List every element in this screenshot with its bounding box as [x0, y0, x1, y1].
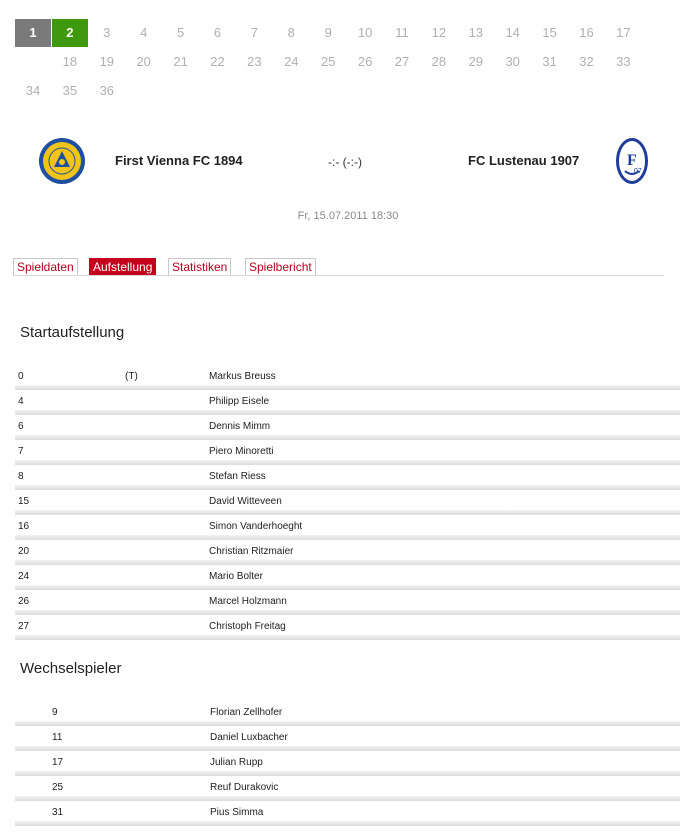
partial-logo-icon [60, 0, 76, 4]
player-number: 6 [18, 421, 24, 432]
match-score: -:- (-:-) [328, 155, 362, 169]
start-player-row [15, 415, 680, 440]
round-23-link[interactable]: 23 [247, 54, 262, 69]
player-name[interactable]: Philipp Eisele [209, 396, 270, 407]
round-35-link[interactable]: 35 [62, 83, 78, 98]
player-number: 8 [18, 471, 24, 482]
round-34-link[interactable]: 34 [25, 83, 41, 98]
round-20-link[interactable]: 20 [136, 54, 151, 69]
player-name[interactable]: Piero Minoretti [209, 446, 274, 457]
player-number: 17 [52, 757, 64, 768]
round-9-link[interactable]: 9 [324, 25, 332, 40]
svg-text:F: F [627, 152, 637, 169]
round-3-link[interactable]: 3 [103, 25, 111, 40]
round-5-link[interactable]: 5 [176, 25, 185, 40]
sub-player-row [15, 801, 680, 826]
round-14-link[interactable]: 14 [505, 25, 520, 40]
match-datetime: Fr, 15.07.2011 18:30 [297, 210, 399, 222]
tab-spieldaten[interactable]: Spieldaten [13, 258, 78, 276]
row-divider [15, 635, 680, 640]
start-player-row [15, 540, 680, 565]
player-number: 26 [18, 596, 30, 607]
player-number: 16 [18, 521, 30, 532]
match-header [0, 130, 696, 192]
round-16-link[interactable]: 16 [579, 25, 594, 40]
start-player-row [15, 590, 680, 615]
round-26-link[interactable]: 26 [357, 54, 373, 69]
first-vienna-crest-icon [38, 137, 86, 185]
player-number: 31 [52, 807, 64, 818]
player-number: 25 [52, 782, 64, 793]
player-role: (T) [125, 371, 138, 382]
player-name[interactable]: Simon Vanderhoeght [209, 521, 303, 532]
player-name[interactable]: Daniel Luxbacher [210, 732, 288, 743]
start-player-row [15, 365, 680, 390]
round-8-link[interactable]: 8 [287, 25, 295, 40]
row-divider [15, 821, 680, 826]
player-number: 27 [18, 621, 30, 632]
player-number: 7 [18, 446, 24, 457]
start-lineup-title: Startaufstellung [20, 324, 125, 341]
player-name[interactable]: Christoph Freitag [209, 621, 286, 632]
player-name[interactable]: Dennis Mimm [209, 421, 271, 432]
tab-divider [13, 275, 664, 276]
fc-lustenau-crest-icon [615, 137, 649, 185]
round-36-link[interactable]: 36 [99, 83, 115, 98]
round-31-link[interactable]: 31 [542, 54, 557, 69]
player-name[interactable]: Mario Bolter [209, 571, 263, 582]
subs-title: Wechselspieler [20, 660, 122, 677]
tab-spielbericht[interactable]: Spielbericht [245, 258, 316, 276]
player-number: 15 [18, 496, 30, 507]
sub-player-row [15, 776, 680, 801]
player-name[interactable]: Marcel Holzmann [209, 596, 287, 607]
player-name[interactable]: David Witteveen [209, 496, 282, 507]
player-name[interactable]: Markus Breuss [209, 371, 276, 382]
player-name[interactable]: Stefan Riess [209, 471, 266, 482]
player-name[interactable]: Pius Simma [210, 807, 264, 818]
player-number: 4 [18, 396, 24, 407]
round-7-link[interactable]: 7 [250, 25, 258, 40]
round-6-link[interactable]: 6 [213, 25, 222, 40]
start-player-row [15, 565, 680, 590]
tab-aufstellung[interactable]: Aufstellung [89, 258, 156, 276]
round-30-link[interactable]: 30 [505, 54, 520, 69]
home-team-name[interactable]: First Vienna FC 1894 [115, 153, 243, 168]
round-28-link[interactable]: 28 [431, 54, 447, 69]
sub-player-row [15, 751, 680, 776]
round-2-link[interactable]: 2 [52, 19, 88, 47]
round-27-link[interactable]: 27 [394, 54, 410, 69]
round-12-link[interactable]: 12 [431, 25, 447, 40]
player-name[interactable]: Julian Rupp [210, 757, 263, 768]
start-player-row [15, 515, 680, 540]
round-29-link[interactable]: 29 [468, 54, 484, 69]
round-1-link[interactable]: 1 [15, 19, 51, 47]
svg-text:07: 07 [634, 168, 642, 175]
round-33-link[interactable]: 33 [616, 54, 631, 69]
player-name[interactable]: Reuf Durakovic [210, 782, 279, 793]
start-player-row [15, 390, 680, 415]
round-11-link[interactable]: 11 [395, 25, 409, 40]
round-13-link[interactable]: 13 [468, 25, 484, 40]
start-player-row [15, 440, 680, 465]
round-17-link[interactable]: 17 [616, 25, 631, 40]
start-player-row [15, 615, 680, 640]
start-player-row [15, 465, 680, 490]
player-number: 11 [52, 732, 63, 743]
round-10-link[interactable]: 10 [357, 25, 373, 40]
round-25-link[interactable]: 25 [320, 54, 336, 69]
away-team-name[interactable]: FC Lustenau 1907 [468, 153, 580, 168]
player-name[interactable]: Florian Zellhofer [210, 707, 283, 718]
round-22-link[interactable]: 22 [210, 54, 225, 69]
start-player-row [15, 490, 680, 515]
round-24-link[interactable]: 24 [284, 54, 299, 69]
round-15-link[interactable]: 15 [542, 25, 557, 40]
round-19-link[interactable]: 19 [99, 54, 115, 69]
round-18-link[interactable]: 18 [62, 54, 78, 69]
player-name[interactable]: Christian Ritzmaier [209, 546, 294, 557]
round-4-link[interactable]: 4 [140, 25, 148, 40]
round-32-link[interactable]: 32 [579, 54, 594, 69]
sub-player-row [15, 726, 680, 751]
round-21-link[interactable]: 21 [173, 54, 188, 69]
player-number: 9 [52, 707, 58, 718]
sub-player-row [15, 701, 680, 726]
player-number: 0 [18, 371, 24, 382]
player-number: 20 [18, 546, 30, 557]
tab-statistiken[interactable]: Statistiken [168, 258, 231, 276]
player-number: 24 [18, 571, 30, 582]
